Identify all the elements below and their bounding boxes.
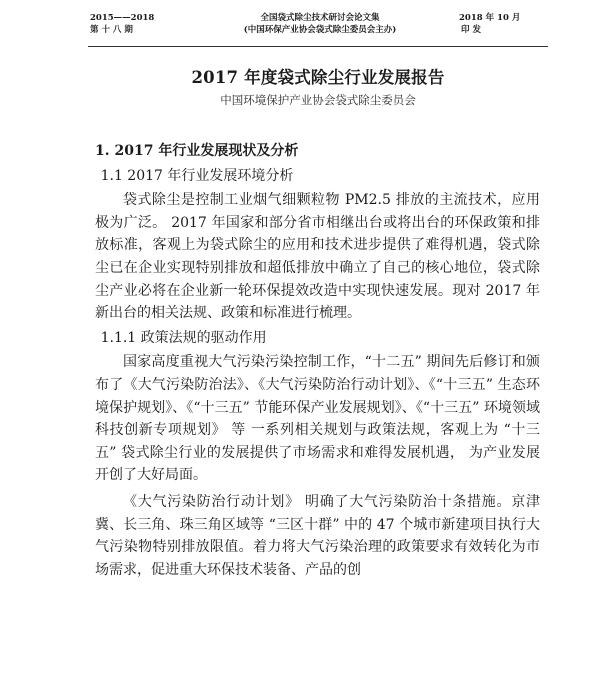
- header-date: 2018 年 10 月: [459, 13, 521, 23]
- header-issue: 第 十 八 期: [90, 25, 133, 35]
- paragraph-2: 国家高度重视大气污染污染控制工作，“十二五” 期间先后修订和颁布了《大气污染防治法》、《大气污染防治行动计划》、《“十三五” 生态环境保护规划》、《“十三五” 节能环保产业发展规划》、《“十三五” 环境领域科技创新专项规划》 等 一系列相关规划与政策法规，客观上为 “十三五” 袋式除尘行业的发展提供了市场需求和难得发展机遇， 为产业发展开创了大好局面。: [95, 354, 540, 484]
- header-organizer: (中国环保产业协会袋式除尘委员会主办): [243, 25, 397, 35]
- paragraph-3: 《大气污染防治行动计划》 明确了大气污染防治十条措施。京津冀、长三角、珠三角区域等 “三区十群” 中的 47 个城市新建项目执行大气污染物特别排放限值。着力将大气污染治理的政策要求有效转化为市场需求，促进重大环保技术装备、产品的创: [95, 493, 540, 578]
- section-heading-1: 1. 2017 年行业发展现状及分析: [95, 143, 299, 159]
- article-body: [95, 140, 540, 581]
- header-print-note: 印 发: [461, 25, 481, 35]
- header-right: [455, 12, 549, 36]
- page-subtitle: 中国环境保护产业协会袋式除尘委员会: [220, 93, 416, 107]
- header-divider: [88, 46, 548, 47]
- header-left: [90, 12, 185, 36]
- section-heading-1-1-1: 1.1.1 政策法规的驱动作用: [100, 329, 267, 346]
- header-years: 2015——2018: [90, 13, 155, 23]
- section-heading-1-1: 1.1 2017 年行业发展环境分析: [100, 167, 294, 184]
- paragraph-1: 袋式除尘是控制工业烟气细颗粒物 PM2.5 排放的主流技术，应用极为广泛。 2017 年国家和部分省市相继出台或将出台的环保政策和排放标准，客观上为袋式除尘的应用和技术进步提供了难得机遇，袋式除尘已在企业实现特别排放和超低排放中确立了自己的核心地位，袋式除尘产业必将在企业新一轮环保提效改造中实现快速发展。现对 2017 年新出台的相关法规、政策和标准进行梳理。: [95, 192, 540, 322]
- page-title: 2017 年度袋式除尘行业发展报告: [191, 68, 445, 87]
- header-collection-title: 全国袋式除尘技术研讨会论文集: [260, 13, 380, 23]
- header-center: [185, 12, 455, 36]
